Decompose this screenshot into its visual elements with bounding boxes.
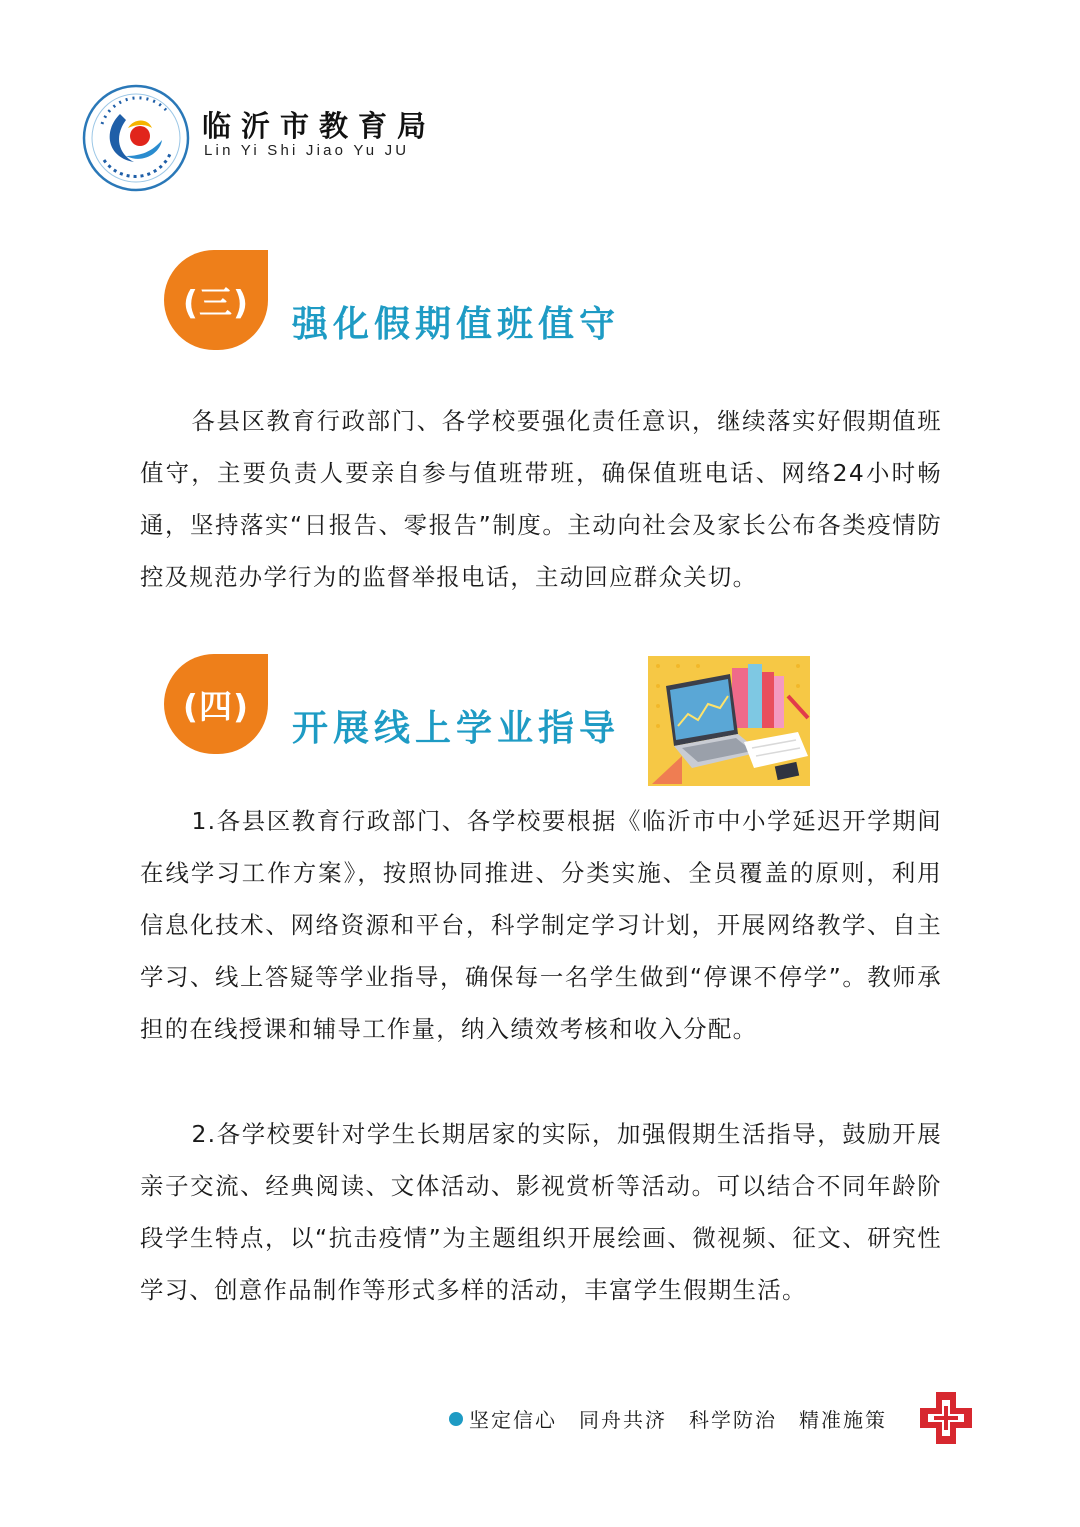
org-name-chinese: 临沂市教育局 <box>202 109 437 143</box>
linyi-education-logo <box>82 84 190 192</box>
section-4-title: 开展线上学业指导 <box>292 708 621 749</box>
medical-cross-icon <box>916 1388 976 1448</box>
slogan-item: 同舟共济 <box>579 1408 667 1432</box>
section-3-badge: (三) <box>164 250 268 350</box>
org-name-english: Lin Yi Shi Jiao Yu JU <box>204 142 410 159</box>
slogan-item: 坚定信心 <box>469 1408 557 1432</box>
section-3-paragraph: 各县区教育行政部门、各学校要强化责任意识，继续落实好假期值班值守，主要负责人要亲自参与值班带班，确保值班电话、网络24小时畅通，坚持落实“日报告、零报告”制度。主动向社会及家长公布各类疫情防控及规范办学行为的监督举报电话，主动回应群众关切。 <box>140 407 942 591</box>
laptop-desk-illustration <box>648 656 810 786</box>
section-4-paragraph-2: 2.各学校要针对学生长期居家的实际，加强假期生活指导，鼓励开展亲子交流、经典阅读、文体活动、影视赏析等活动。可以结合不同年龄阶段学生特点，以“抗击疫情”为主题组织开展绘画、微视频、征文、研究性学习、创意作品制作等形式多样的活动，丰富学生假期生活。 <box>140 1120 942 1304</box>
section-4-paragraph-1: 1.各县区教育行政部门、各学校要根据《临沂市中小学延迟开学期间在线学习工作方案》，按照协同推进、分类实施、全员覆盖的原则，利用信息化技术、网络资源和平台，科学制定学习计划，开展网络教学、自主学习、线上答疑等学业指导，确保每一名学生做到“停课不停学”。教师承担的在线授课和辅导工作量，纳入绩效考核和收入分配。 <box>140 807 942 1043</box>
bullet-dot-icon <box>449 1412 463 1426</box>
section-3-title: 强化假期值班值守 <box>292 304 621 345</box>
section-4-badge: (四) <box>164 654 268 754</box>
slogan-item: 科学防治 <box>689 1408 777 1432</box>
slogan-item: 精准施策 <box>799 1408 887 1432</box>
slogan-bar <box>449 1404 887 1433</box>
